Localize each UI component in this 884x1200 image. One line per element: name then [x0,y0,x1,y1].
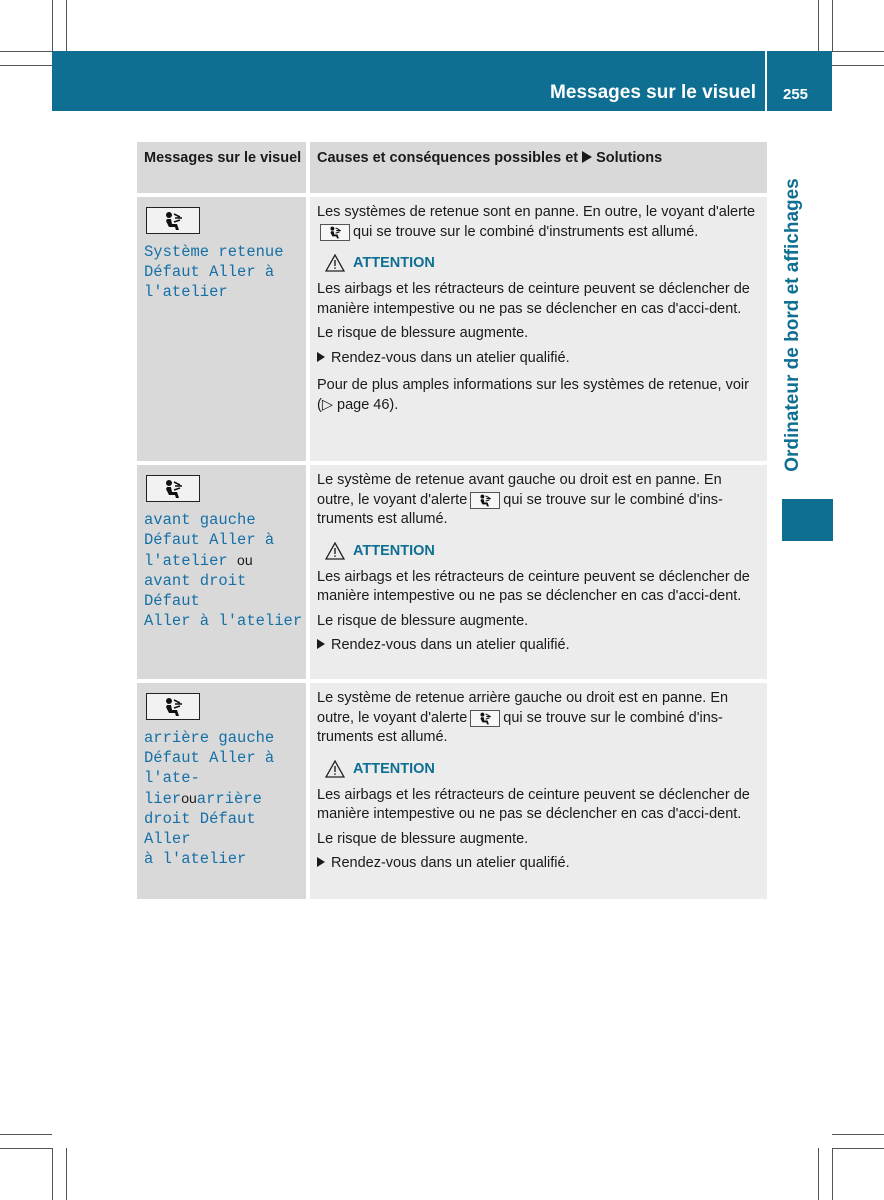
warning-text: Les airbags et les rétracteurs de ceinture peuvent se déclencher de manière intempestive ou ne pas se déclencher en cas d'acci-dent. [317,281,750,317]
action-text: Rendez-vous dans un atelier qualifié. [317,636,761,656]
arrow-right-icon [317,639,325,649]
warning-triangle-icon [325,254,345,272]
action-text: Rendez-vous dans un atelier qualifié. [317,854,761,874]
crop-mark [818,1148,819,1200]
crop-mark [66,1148,67,1200]
cause-cell [310,465,767,679]
display-message: avant gauche Défaut Aller à l'atelier ou avant droit Défaut Aller à l'atelier [144,511,303,630]
risk-text: Le risque de blessure augmente. [317,325,529,341]
crop-mark [832,65,884,66]
crop-mark [832,0,833,51]
crop-mark [832,1148,833,1200]
table-row [137,197,767,461]
crop-mark [832,1134,884,1135]
cause-cell [310,197,767,461]
warning-text: Les airbags et les rétracteurs de ceinture peuvent se déclencher de manière intempestive ou ne pas se déclencher en cas d'acci-dent. [317,568,750,604]
cause-text: Le système de retenue avant gauche ou droit est en panne. En outre, le voyant d'alerte qui se trouve sur le combiné d'ins-truments est allumé. [317,472,723,527]
page-title: Messages sur le visuel [550,82,756,103]
crop-mark [52,0,53,51]
crop-mark [0,1148,52,1149]
page-number: 255 [782,86,809,103]
column-header-causes: Causes et conséquences possibles et Solutions [310,142,767,193]
cause-text: Le système de retenue arrière gauche ou droit est en panne. En outre, le voyant d'alerte qui se trouve sur le combiné d'ins-truments est allumé. [317,690,729,745]
action-text: Rendez-vous dans un atelier qualifié. [317,349,761,369]
airbag-warning-icon [470,710,500,727]
airbag-warning-icon [146,693,200,720]
display-message: arrière gauche Défaut Aller à l'ate- lierouarrière droit Défaut Aller à l'atelier [144,729,275,868]
warning-heading: ATTENTION [325,542,761,560]
warning-heading: ATTENTION [325,254,761,272]
crop-mark [0,51,52,52]
arrow-right-icon [582,151,592,163]
risk-text: Le risque de blessure augmente. [317,612,529,629]
crop-mark [0,65,52,66]
messages-table [137,142,767,899]
arrow-right-icon [317,857,325,867]
cause-text: Les systèmes de retenue sont en panne. En outre, le voyant d'alerte qui se trouve sur le combiné d'instruments est allumé. [317,204,756,240]
warning-triangle-icon [325,760,345,778]
crop-mark [832,51,884,52]
airbag-warning-icon [146,207,200,234]
airbag-warning-icon [470,492,500,509]
info-text: Pour de plus amples informations sur les systèmes de retenue, voir (▷ page 46). [317,377,749,413]
table-row [137,683,767,899]
message-cell [137,683,306,899]
table-header-row [137,142,767,193]
message-cell [137,197,306,461]
crop-mark [0,1134,52,1135]
warning-heading: ATTENTION [325,760,761,778]
column-header-messages: Messages sur le visuel [137,142,306,193]
warning-triangle-icon [325,542,345,560]
airbag-warning-icon [146,475,200,502]
table-row [137,465,767,679]
crop-mark [818,0,819,51]
cause-cell [310,683,767,899]
arrow-right-icon [317,352,325,362]
display-message: Système retenue Défaut Aller à l'atelier [144,243,284,301]
crop-mark [66,0,67,51]
message-cell [137,465,306,679]
warning-text: Les airbags et les rétracteurs de ceinture peuvent se déclencher de manière intempestive ou ne pas se déclencher en cas d'acci-dent. [317,786,750,822]
risk-text: Le risque de blessure augmente. [317,830,529,847]
crop-mark [832,1148,884,1149]
chapter-tab-label: Ordinateur de bord et affichages [782,178,803,472]
crop-mark [52,1148,53,1200]
airbag-warning-icon [320,224,350,241]
chapter-tab-marker [782,499,833,541]
